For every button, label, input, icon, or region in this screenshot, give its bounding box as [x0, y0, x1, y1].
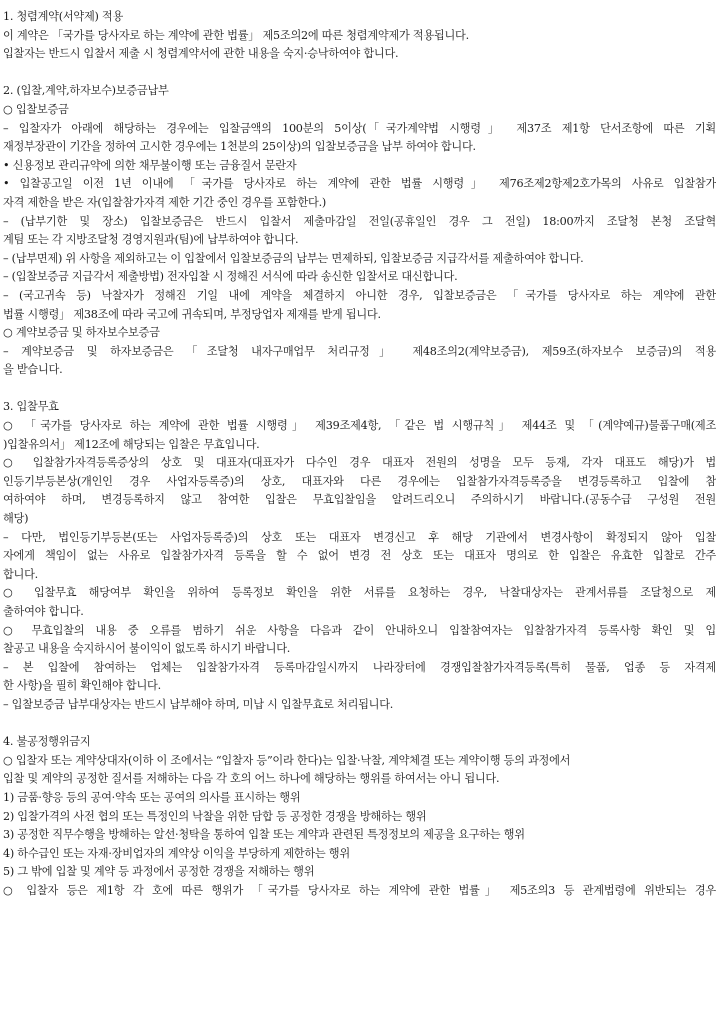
- text-line: 1) 금품·향응 등의 공여·약속 또는 공여의 의사를 표시하는 행위: [3, 790, 301, 804]
- text-line: 합니다.: [3, 567, 38, 581]
- text-line: 해당): [3, 512, 29, 526]
- text-line: ○ 입찰자 또는 계약상대자(이하 이 조에서는 “입찰자 등”이라 한다)는 입찰·낙찰, 계약체결 또는 계약이행 등의 과정에서: [3, 753, 571, 767]
- text-line: – 본 입찰에 참여하는 업체는 입찰참가자격 등록마감일시까지 나라장터에 경쟁입찰참가자격등록(특히 물품, 업종 등 자격제: [3, 660, 716, 674]
- paragraph-spacer: [3, 715, 716, 734]
- text-line: 자에게 책임이 없는 사유로 입찰참가자격 등록을 할 수 없어 변경 전 상호 또는 대표자 명의로 한 입찰은 유효한 입찰로 간주: [3, 549, 716, 563]
- text-line: 한 사항)을 필히 확인해야 합니다.: [3, 679, 161, 693]
- text-line: – 다만, 법인등기부등본(또는 사업자등록증)의 상호 또는 대표자 변경신고 후 해당 기관에서 변경사항이 확정되지 않아 입찰: [3, 530, 716, 544]
- text-line: ○ 입찰무효 해당여부 확인을 위하여 등록정보 확인을 위한 서류를 요청하는 경우, 낙찰대상자는 관계서류를 조달청으로 제: [3, 586, 716, 600]
- text-line: – 입찰보증금 납부대상자는 반드시 납부해야 하며, 미납 시 입찰무효로 처리됩니다.: [3, 697, 394, 711]
- text-line: • 입찰공고일 이전 1년 이내에 「국가를 당사자로 하는 계약에 관한 법률 시행령」 제76조제2항제2호가목의 사유로 입찰참가: [3, 177, 716, 191]
- text-line: 찰공고 내용을 숙지하시어 불이익이 없도록 하시기 바랍니다.: [3, 642, 291, 656]
- section-3: [3, 398, 716, 714]
- text-line: ○ 입찰참가자격등록증상의 상호 및 대표자(대표자가 다수인 경우 대표자 전원의 성명을 모두 등재, 각자 대표도 해당)가 법: [3, 456, 716, 470]
- text-line: 5) 그 밖에 입찰 및 계약 등 과정에서 공정한 경쟁을 저해하는 행위: [3, 865, 315, 879]
- text-line: 2) 입찰가격의 사전 협의 또는 특정인의 낙찰을 위한 담합 등 공정한 경쟁을 방해하는 행위: [3, 809, 427, 823]
- text-line: ○ 입찰자 등은 제1항 각 호에 따른 행위가 「국가를 당사자로 하는 계약에 관한 법률」 제5조의3 등 관계법령에 위반되는 경우: [3, 883, 716, 897]
- text-line: – (납부기한 및 장소) 입찰보증금은 반드시 입찰서 제출마감일 전일(공휴일인 경우 그 전일) 18:00까지 조달청 본청 조달혁: [3, 214, 716, 228]
- text-line: ○ 계약보증금 및 하자보수보증금: [3, 326, 160, 340]
- text-line: 자격 제한을 받은 자(입찰참가자격 제한 기간 중인 경우를 포함한다.): [3, 195, 327, 209]
- text-line: )입찰유의서」 제12조에 해당되는 입찰은 무효입니다.: [3, 437, 260, 451]
- paragraph-spacer: [3, 380, 716, 399]
- text-line: 입찰자는 반드시 입찰서 제출 시 청렴계약서에 관한 내용을 숙지·승낙하여야 합니다.: [3, 47, 399, 61]
- text-line: • 신용정보 관리규약에 의한 채무불이행 또는 금융질서 문란자: [3, 158, 297, 172]
- section-1: [3, 8, 716, 64]
- text-line: 이 계약은 「국가를 당사자로 하는 계약에 관한 법률」 제5조의2에 따른 청렴계약제가 적용됩니다.: [3, 28, 469, 42]
- text-line: 출하여야 합니다.: [3, 605, 84, 618]
- text-line: – (국고귀속 등) 낙찰자가 정해진 기일 내에 계약을 체결하지 아니한 경우, 입찰보증금은 「국가를 당사자로 하는 계약에 관한: [3, 288, 716, 302]
- text-line: – (입찰보증금 지급각서 제출방법) 전자입찰 시 정해진 서식에 따라 송신한 입찰서로 대신합니다.: [3, 270, 458, 284]
- text-line: 3) 공정한 직무수행을 방해하는 알선·청탁을 통하여 입찰 또는 계약과 관련된 특정정보의 제공을 요구하는 행위: [3, 828, 525, 842]
- text-line: 여하여야 하며, 변경등록하지 않고 참여한 입찰은 무효입찰임을 알려드리오니 주의하시기 바랍니다.(공동수급 구성원 전원: [3, 493, 716, 507]
- text-line: 계팀 또는 각 지방조달청 경영지원과(팀)에 납부하여야 합니다.: [3, 233, 299, 247]
- text-line: 인등기부등본상(개인인 경우 사업자등록증)의 상호, 대표자와 다른 경우에는 입찰참가자격등록증을 변경등록하고 입찰에 참: [3, 474, 716, 488]
- section-heading: 4. 불공정행위금지: [3, 735, 91, 749]
- text-line: 재정부장관이 기간을 정하여 고시한 경우에는 1천분의 25이상)의 입찰보증금을 납부 하여야 합니다.: [3, 140, 476, 154]
- section-2: [3, 82, 716, 380]
- section-heading: 3. 입찰무효: [3, 400, 59, 414]
- text-line: 을 받습니다.: [3, 363, 63, 377]
- paragraph-spacer: [3, 64, 716, 83]
- section-heading: 2. (입찰,계약,하자보수)보증금납부: [3, 84, 169, 98]
- text-line: ○ 「국가를 당사자로 하는 계약에 관한 법률 시행령」 제39조제4항, 「같은 법 시행규칙」 제44조 및 「(계약예규)물품구매(제조: [3, 419, 716, 433]
- section-heading: 1. 청렴계약(서약제) 적용: [3, 10, 124, 23]
- text-line: 4) 하수급인 또는 자재·장비업자의 계약상 이익을 부당하게 제한하는 행위: [3, 846, 350, 860]
- section-4: [3, 733, 716, 900]
- text-line: ○ 입찰보증금: [3, 102, 69, 116]
- text-line: 입찰 및 계약의 공정한 질서를 저해하는 다음 각 호의 어느 하나에 해당하는 행위를 하여서는 아니 됩니다.: [3, 772, 500, 786]
- text-line: – (납부면제) 위 사항을 제외하고는 이 입찰에서 입찰보증금의 납부는 면제하되, 입찰보증금 지급각서를 제출하여야 합니다.: [3, 251, 584, 265]
- text-line: 법률 시행령」 제38조에 따라 국고에 귀속되며, 부정당업자 제재를 받게 됩니다.: [3, 307, 381, 321]
- notice-document: [3, 8, 716, 901]
- text-line: – 계약보증금 및 하자보증금은 「조달청 내자구매업무 처리규정」 제48조의2(계약보증금), 제59조(하자보수 보증금)의 적용: [3, 344, 716, 358]
- text-line: ○ 무효입찰의 내용 중 오류를 범하기 쉬운 사항을 다음과 같이 안내하오니 입찰참여자는 입찰참가자격 등록사항 확인 및 입: [3, 623, 716, 637]
- text-line: – 입찰자가 아래에 해당하는 경우에는 입찰금액의 100분의 5이상(「국가계약법 시행령」 제37조 제1항 단서조항에 따른 기획: [3, 121, 716, 135]
